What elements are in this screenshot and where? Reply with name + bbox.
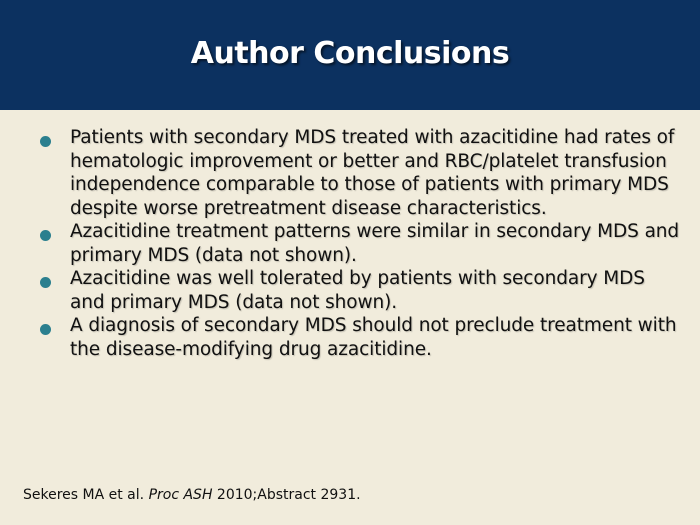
bullet-text: Azacitidine was well tolerated by patients with secondary MDS and primary MDS (data not shown). xyxy=(70,268,645,313)
bullet-item xyxy=(0,267,700,314)
bullet-item xyxy=(0,220,700,267)
reference-details: 2010;Abstract 2931. xyxy=(212,487,361,503)
bullet-dot-icon xyxy=(40,136,51,147)
bullet-dot-icon xyxy=(40,324,51,335)
reference-citation xyxy=(23,485,361,505)
bullet-dot-icon xyxy=(40,230,51,241)
bullet-list xyxy=(0,126,700,361)
bullet-text: A diagnosis of secondary MDS should not preclude treatment with the disease-modifying drug azacitidine. xyxy=(70,315,677,360)
slide-title: Author Conclusions xyxy=(190,36,510,71)
bullet-item xyxy=(0,126,700,220)
reference-journal: Proc ASH xyxy=(148,487,213,503)
bullet-dot-icon xyxy=(40,277,51,288)
bullet-text: Azacitidine treatment patterns were similar in secondary MDS and primary MDS (data not shown). xyxy=(70,221,680,266)
bullet-text: Patients with secondary MDS treated with azacitidine had rates of hematologic improvement or better and RBC/platelet transfusion independence comparable to those of patients with primary MDS despite worse pretreatment disease characteristics. xyxy=(70,127,675,219)
bullet-item xyxy=(0,314,700,361)
reference-authors: Sekeres MA et al. xyxy=(23,487,149,503)
